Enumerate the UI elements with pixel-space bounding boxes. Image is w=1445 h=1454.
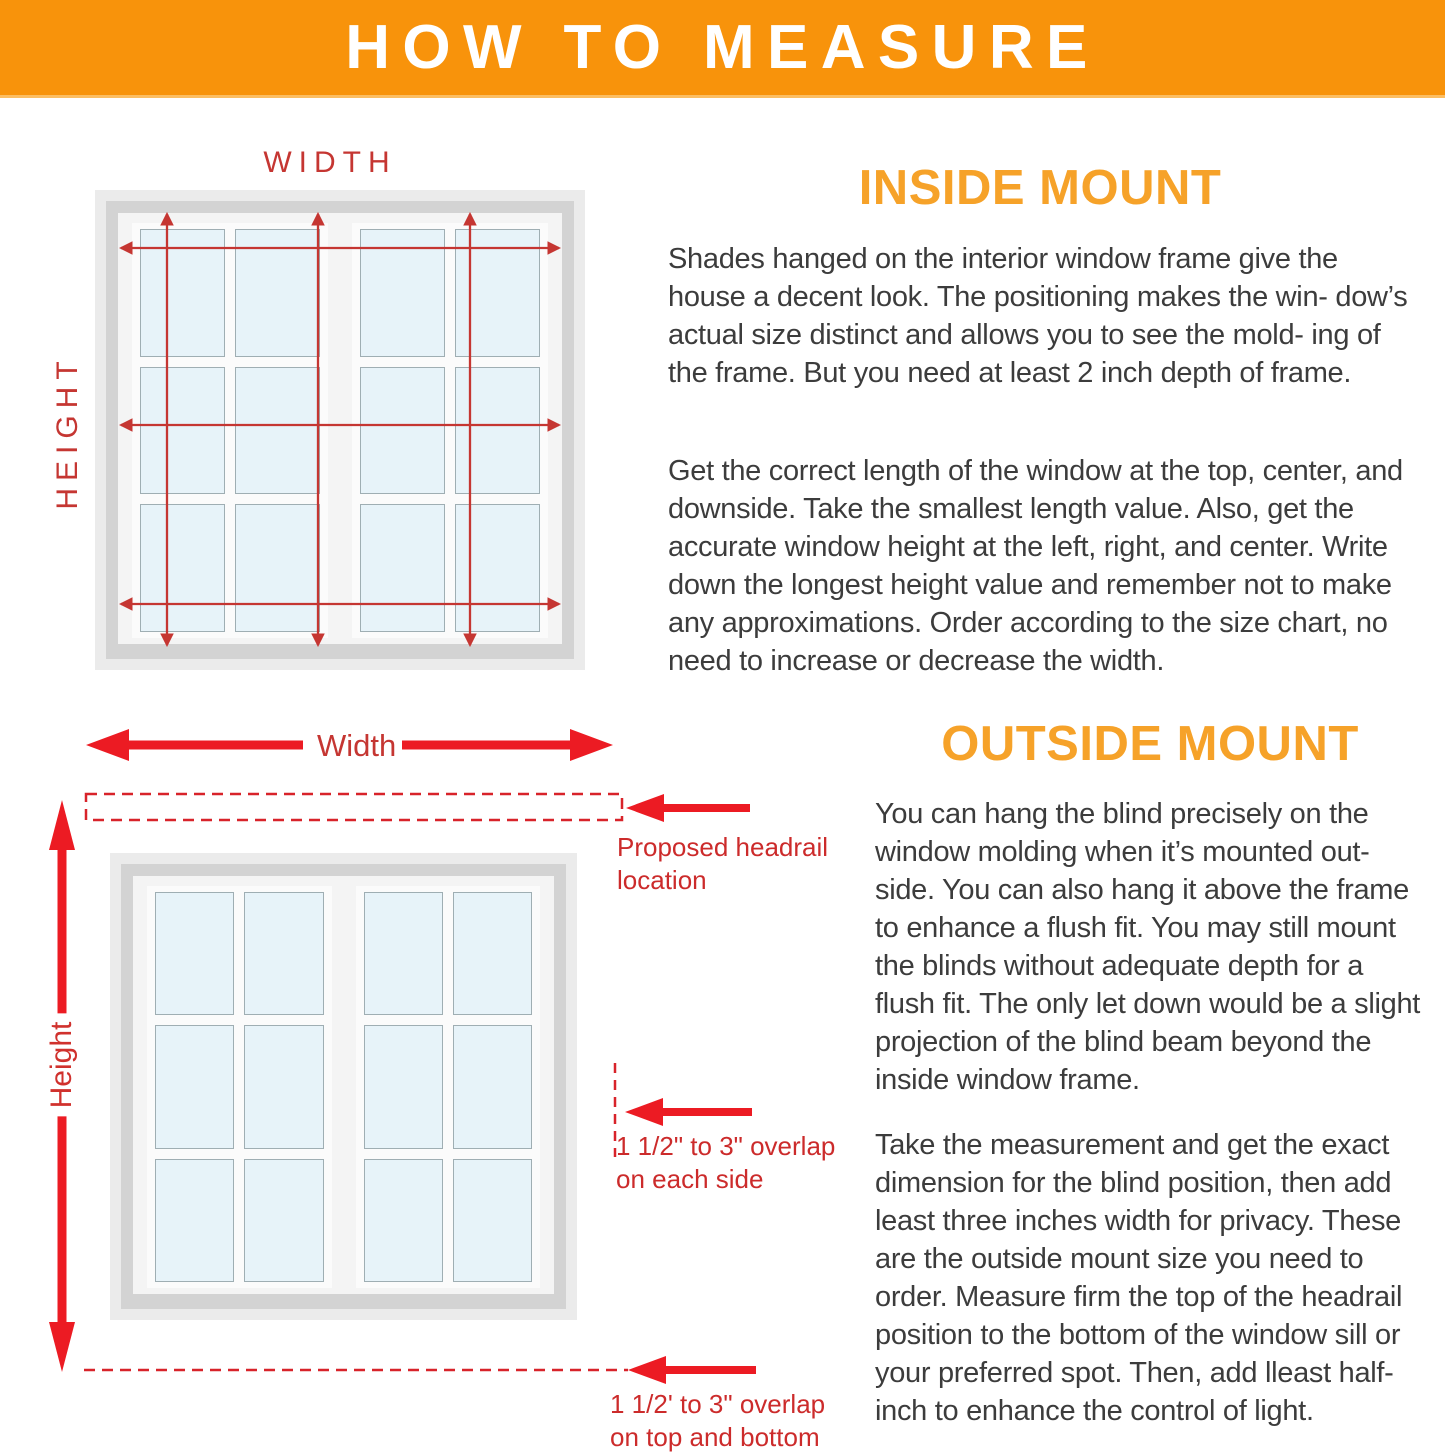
inside-mount-heading: INSIDE MOUNT	[858, 161, 1222, 215]
bottom-width-label: Width	[317, 728, 397, 763]
headrail-arrow	[626, 794, 664, 822]
bottom-measure-arrows	[40, 700, 860, 1445]
bottom-overlap-arrow	[628, 1356, 666, 1384]
inside-mount-paragraph-1: Shades hanged on the interior window frame give the house a decent look. The positioning makes the win- dow’s actual size distinct and allows you to see the mold- ing of the frame. But you need at least 2 inch depth of frame.	[668, 243, 1408, 389]
side-overlap-arrow	[625, 1098, 663, 1126]
outside-mount-paragraph-1: You can hang the blind precisely on the window molding when it’s mounted out- side. You can also hang it above the frame to enhance a flush fit. You may still mount the blinds without adequate depth for a flush fit. The only let down would be a slight projection of the blind beam beyond the inside window frame.	[875, 798, 1421, 1096]
page-title: HOW TO MEASURE	[345, 13, 1100, 82]
headrail-location-label: Proposed headrail location	[617, 832, 829, 895]
bottom-overlap-label: 1 1/2' to 3" overlap on top and bottom	[610, 1389, 826, 1452]
top-measure-arrows	[95, 190, 585, 670]
bottom-height-label: Height	[41, 1014, 83, 1117]
banner	[0, 0, 1445, 98]
top-height-label: HEIGHT	[51, 354, 84, 510]
headrail-dashed-box	[86, 794, 622, 820]
outside-mount-heading: OUTSIDE MOUNT	[941, 717, 1359, 771]
side-overlap-label: 1 1/2" to 3" overlap on each side	[616, 1131, 836, 1194]
top-width-label: WIDTH	[263, 146, 397, 179]
inside-mount-paragraph-2: Get the correct length of the window at the top, center, and downside. Take the smallest length value. Also, get the accurate window height at the left, right, and center. Write down the longest height value and remember not to make any approximations. Order according to the size chart, no need to increase or decrease the width.	[668, 455, 1403, 677]
arrow-head-left	[86, 729, 129, 761]
outside-mount-paragraph-2: Take the measurement and get the exact dimension for the blind position, then add least three inches width for privacy. These are the outside mount size you need to order. Measure firm the top of the headrail position to the bottom of the window sill or your preferred spot. Then, add lleast half-inch to enhance the control of light.	[875, 1129, 1403, 1427]
arrow-head-right	[570, 729, 613, 761]
